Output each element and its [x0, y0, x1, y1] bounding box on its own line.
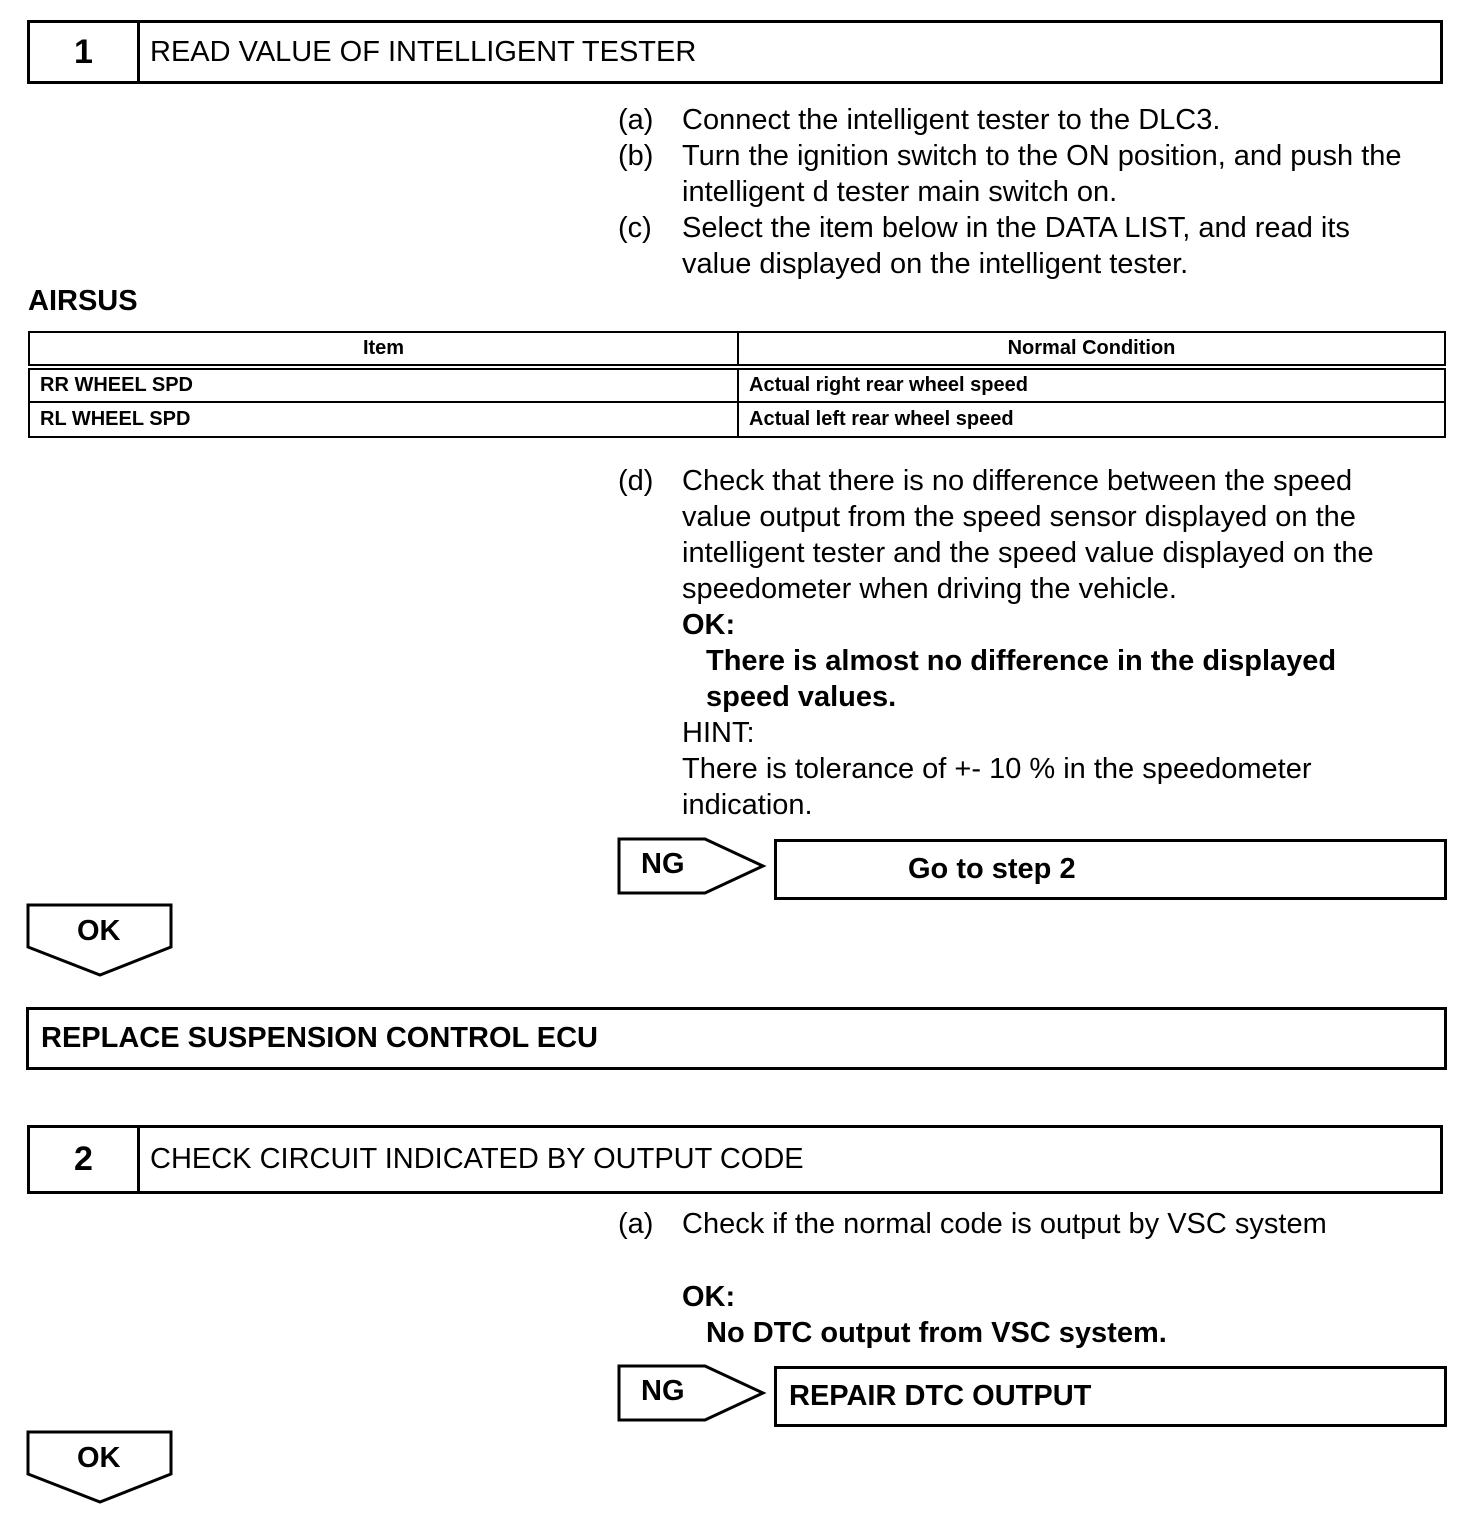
ng-result-box-1: [774, 839, 1447, 900]
step-2-header: [27, 1125, 1443, 1194]
table-cell-condition: Actual right rear wheel speed: [738, 367, 1445, 402]
step2-ok-condition: No DTC output from VSC system.: [706, 1317, 1167, 1349]
instruction-c-text-2: value displayed on the intelligent tester.: [682, 248, 1189, 280]
step2-instruction-a-label: (a): [618, 1208, 654, 1240]
step-1-number: 1: [30, 23, 140, 81]
hint-text-2: indication.: [682, 789, 813, 821]
ng-label-2: NG: [641, 1375, 685, 1407]
table-header-item: Item: [29, 332, 738, 367]
table-header-row: [29, 332, 1445, 367]
table-header-normal-condition: Normal Condition: [738, 332, 1445, 367]
instruction-b-text-2: intelligent d tester main switch on.: [682, 176, 1118, 208]
table-cell-item: RL WHEEL SPD: [29, 402, 738, 437]
table-heading: AIRSUS: [28, 285, 138, 317]
instruction-c-text-1: Select the item below in the DATA LIST, and read its: [682, 212, 1350, 244]
hint-text-1: There is tolerance of +- 10 % in the speedometer: [682, 753, 1312, 785]
ok-heading: OK:: [682, 609, 736, 641]
ok-label-1: OK: [77, 915, 121, 947]
ng-arrow-1: [617, 837, 767, 897]
instruction-d-text-1: Check that there is no difference between the speed: [682, 465, 1353, 497]
instruction-d-text-4: speedometer when driving the vehicle.: [682, 573, 1177, 605]
ng-result-box-2: [774, 1366, 1447, 1427]
hint-heading: HINT:: [682, 717, 755, 749]
ok-label-2: OK: [77, 1442, 121, 1474]
ok-result-box-1: [26, 1007, 1447, 1070]
step2-ok-heading: OK:: [682, 1281, 736, 1313]
ok-result-text-1: REPLACE SUSPENSION CONTROL ECU: [41, 1022, 598, 1054]
instruction-b-text-1: Turn the ignition switch to the ON position, and push the: [682, 140, 1402, 172]
ng-label-1: NG: [641, 848, 685, 880]
instruction-b-label: (b): [618, 140, 654, 172]
instruction-c-label: (c): [618, 212, 652, 244]
table-row: [29, 402, 1445, 437]
instruction-a-label: (a): [618, 104, 654, 136]
table-cell-condition: Actual left rear wheel speed: [738, 402, 1445, 437]
instruction-d-text-3: intelligent tester and the speed value displayed on the: [682, 537, 1374, 569]
step2-instruction-a-text: Check if the normal code is output by VSC system: [682, 1208, 1327, 1240]
instruction-a-text: Connect the intelligent tester to the DLC3.: [682, 104, 1221, 136]
ng-arrow-2: [617, 1364, 767, 1424]
instruction-d-text-2: value output from the speed sensor displayed on the: [682, 501, 1356, 533]
ng-result-text-2: REPAIR DTC OUTPUT: [789, 1380, 1092, 1412]
table-cell-item: RR WHEEL SPD: [29, 367, 738, 402]
data-list-table: [28, 331, 1446, 438]
step-2-number: 2: [30, 1128, 140, 1191]
instruction-d-label: (d): [618, 465, 654, 497]
ok-condition-2: speed values.: [706, 681, 897, 713]
ng-result-text-1: Go to step 2: [908, 853, 1076, 885]
ok-condition-1: There is almost no difference in the displayed: [706, 645, 1337, 677]
step-2-title: CHECK CIRCUIT INDICATED BY OUTPUT CODE: [150, 1143, 804, 1175]
step-1-title: READ VALUE OF INTELLIGENT TESTER: [150, 35, 697, 68]
table-row: [29, 367, 1445, 402]
step-1-header: [27, 20, 1443, 84]
